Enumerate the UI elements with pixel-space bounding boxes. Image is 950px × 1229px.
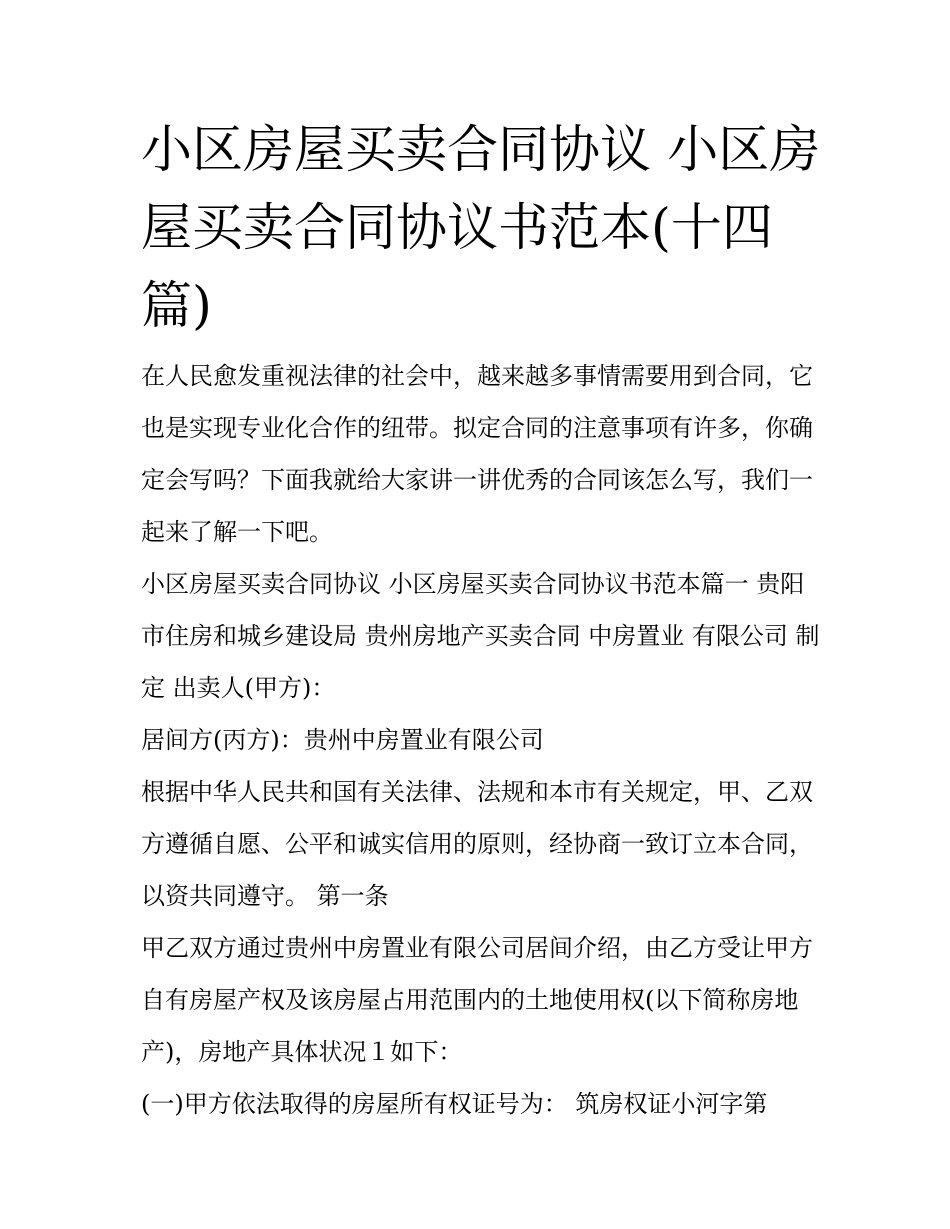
paragraph-certificate: (一)甲方依法取得的房屋所有权证号为： 筑房权证小河字第 [141, 1090, 768, 1118]
document-title: 小区房屋买卖合同协议 小区房屋买卖合同协议书范本(十四篇) [141, 121, 821, 336]
paragraph-article-one: 甲乙双方通过贵州中房置业有限公司居间介绍，由乙方受让甲方自有房屋产权及该房屋占用范围内的土地使用权(以下简称房地产)，房地产具体状况１如下： [141, 934, 813, 1066]
document-body [141, 112, 821, 1130]
paragraph-legal-basis: 根据中华人民共和国有关法律、法规和本市有关规定，甲、乙双方遵循自愿、公平和诚实信用的原则，经协商一致订立本合同，以资共同遵守。 第一条 [141, 778, 813, 910]
paragraph-contract-header: 小区房屋买卖合同协议 小区房屋买卖合同协议书范本篇一 贵阳市住房和城乡建设局 贵州房地产买卖合同 中房置业 有限公司 制定 出卖人(甲方)： [141, 570, 820, 702]
paragraph-intermediary: 居间方(丙方)：贵州中房置业有限公司 [141, 726, 544, 754]
paragraph-intro: 在人民愈发重视法律的社会中，越来越多事情需要用到合同，它也是实现专业化合作的纽带。拟定合同的注意事项有许多，你确定会写吗？下面我就给大家讲一讲优秀的合同该怎么写，我们一起来了解一下吧。 [141, 362, 813, 546]
